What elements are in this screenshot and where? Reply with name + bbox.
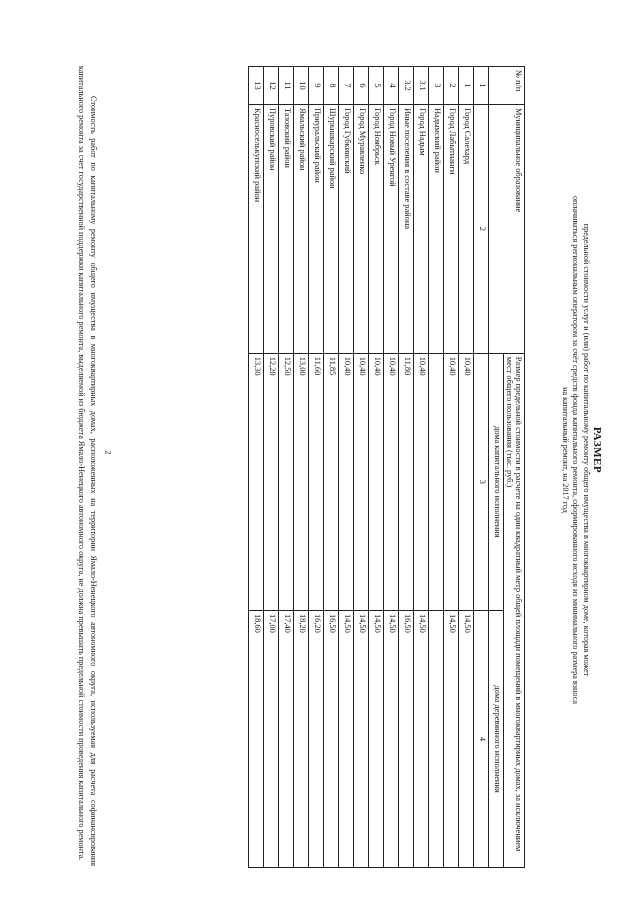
- row-capital-value: 11,60: [309, 353, 324, 610]
- row-municipality: Шурышкарский район: [324, 105, 339, 354]
- table-row: [309, 67, 324, 868]
- row-wooden-value: 16,50: [324, 610, 339, 867]
- table-row: [264, 67, 279, 868]
- row-municipality: Город Губкинский: [339, 105, 354, 354]
- row-num: 10: [294, 67, 309, 105]
- table-row: [249, 67, 264, 868]
- row-municipality: Иные поселения в составе района: [399, 105, 414, 354]
- row-num: 12: [264, 67, 279, 105]
- row-wooden-value: 17,40: [279, 610, 294, 867]
- row-capital-value: 11,85: [324, 353, 339, 610]
- row-municipality: Город Новый Уренгой: [384, 105, 399, 354]
- index-cell: 2: [474, 105, 489, 354]
- row-num: 6: [354, 67, 369, 105]
- index-cell: 3: [474, 353, 489, 610]
- row-municipality: Пуровский район: [264, 105, 279, 354]
- row-num: 8: [324, 67, 339, 105]
- row-municipality: Приуральский район: [309, 105, 324, 354]
- document-title: РАЗМЕР: [591, 426, 603, 474]
- row-capital-value: [429, 353, 444, 610]
- row-num: 3: [429, 67, 444, 105]
- table-row: [444, 67, 459, 868]
- row-num: 4: [384, 67, 399, 105]
- row-municipality: Город Муравленко: [354, 105, 369, 354]
- row-num: 1: [459, 67, 474, 105]
- row-wooden-value: 14,50: [459, 610, 474, 867]
- row-wooden-value: 14,50: [339, 610, 354, 867]
- row-capital-value: 10,40: [384, 353, 399, 610]
- row-capital-value: 10,40: [459, 353, 474, 610]
- heading-line-1: предельной стоимости услуг и (или) работ по капитальному ремонту общего имущества в многоквартирном доме, которая может: [582, 223, 591, 677]
- header-num: № п/п: [489, 67, 525, 105]
- table-row: [429, 67, 444, 868]
- row-capital-value: 12,50: [279, 353, 294, 610]
- row-wooden-value: 14,50: [414, 610, 429, 867]
- row-capital-value: 11,80: [399, 353, 414, 610]
- row-municipality: Красноселькупский район: [249, 105, 264, 354]
- row-municipality: Город Надым: [414, 105, 429, 354]
- row-wooden-value: 14,50: [384, 610, 399, 867]
- row-capital-value: 13,30: [249, 353, 264, 610]
- table-row: [324, 67, 339, 868]
- row-capital-value: 10,40: [369, 353, 384, 610]
- row-wooden-value: 14,50: [369, 610, 384, 867]
- header-cost-group: Размер предельной стоимости в расчете на один квадратный метр общей площади помещений в многоквартирных домах, за исключением мест общего пользования (тыс. руб.): [504, 353, 525, 867]
- row-capital-value: 12,20: [264, 353, 279, 610]
- table-row: [459, 67, 474, 868]
- row-capital-value: 10,40: [444, 353, 459, 610]
- table-row: [339, 67, 354, 868]
- heading-line-3: на капитальный ремонт, на 2017 год: [561, 387, 570, 513]
- document-heading: [560, 30, 606, 870]
- table-row: [354, 67, 369, 868]
- row-num: 5: [369, 67, 384, 105]
- row-municipality: Тазовский район: [279, 105, 294, 354]
- row-wooden-value: 18,60: [249, 610, 264, 867]
- row-num: 11: [279, 67, 294, 105]
- row-municipality: Город Лабытнанги: [444, 105, 459, 354]
- table-row: [279, 67, 294, 868]
- row-num: 7: [339, 67, 354, 105]
- row-wooden-value: [429, 610, 444, 867]
- table-row: [384, 67, 399, 868]
- row-num: 2: [444, 67, 459, 105]
- row-municipality: Город Ноябрьск: [369, 105, 384, 354]
- cost-table: [248, 66, 525, 868]
- document-sheet: [15, 30, 605, 870]
- index-cell: 4: [474, 610, 489, 867]
- row-num: 9: [309, 67, 324, 105]
- row-capital-value: 13,00: [294, 353, 309, 610]
- row-num: 13: [249, 67, 264, 105]
- row-capital-value: 10,40: [414, 353, 429, 610]
- row-capital-value: 10,40: [339, 353, 354, 610]
- row-municipality: Город Салехард: [459, 105, 474, 354]
- header-wooden: дома деревянного исполнения: [489, 610, 504, 867]
- row-municipality: Надымский район: [429, 105, 444, 354]
- row-capital-value: 10,40: [354, 353, 369, 610]
- footnote: Стоимость работ по капитальному ремонту общего имущества в многоквартирных домах, расположенных на территории Ямало-Ненецкого автономного округа, используемая для расчета софинансирования капитального ремонта за счет государственной поддержки капитального ремонта, выделяемой из бюджета Ямало-Ненецкого автономного округа, не должна превышать предельной стоимости проведения капитального ремонта.: [77, 66, 98, 866]
- row-wooden-value: 14,50: [354, 610, 369, 867]
- row-wooden-value: 16,50: [399, 610, 414, 867]
- header-municipality: Муниципальное образование: [489, 105, 525, 354]
- row-num: 3.2: [399, 67, 414, 105]
- index-cell: 1: [474, 67, 489, 105]
- row-wooden-value: 16,20: [309, 610, 324, 867]
- table-row: [414, 67, 429, 868]
- row-wooden-value: 18,20: [294, 610, 309, 867]
- table-row: [369, 67, 384, 868]
- table-row: [294, 67, 309, 868]
- table-row: [399, 67, 414, 868]
- row-municipality: Ямальский район: [294, 105, 309, 354]
- heading-line-2: оплачиваться региональным оператором за счёт средств фонда капитального ремонта, сформированного исходя из минимального размера взноса: [571, 195, 581, 705]
- row-num: 3.1: [414, 67, 429, 105]
- row-wooden-value: 17,00: [264, 610, 279, 867]
- page-number: 2: [103, 450, 113, 455]
- row-wooden-value: 14,50: [444, 610, 459, 867]
- header-capital: дома капитального исполнения: [489, 353, 504, 610]
